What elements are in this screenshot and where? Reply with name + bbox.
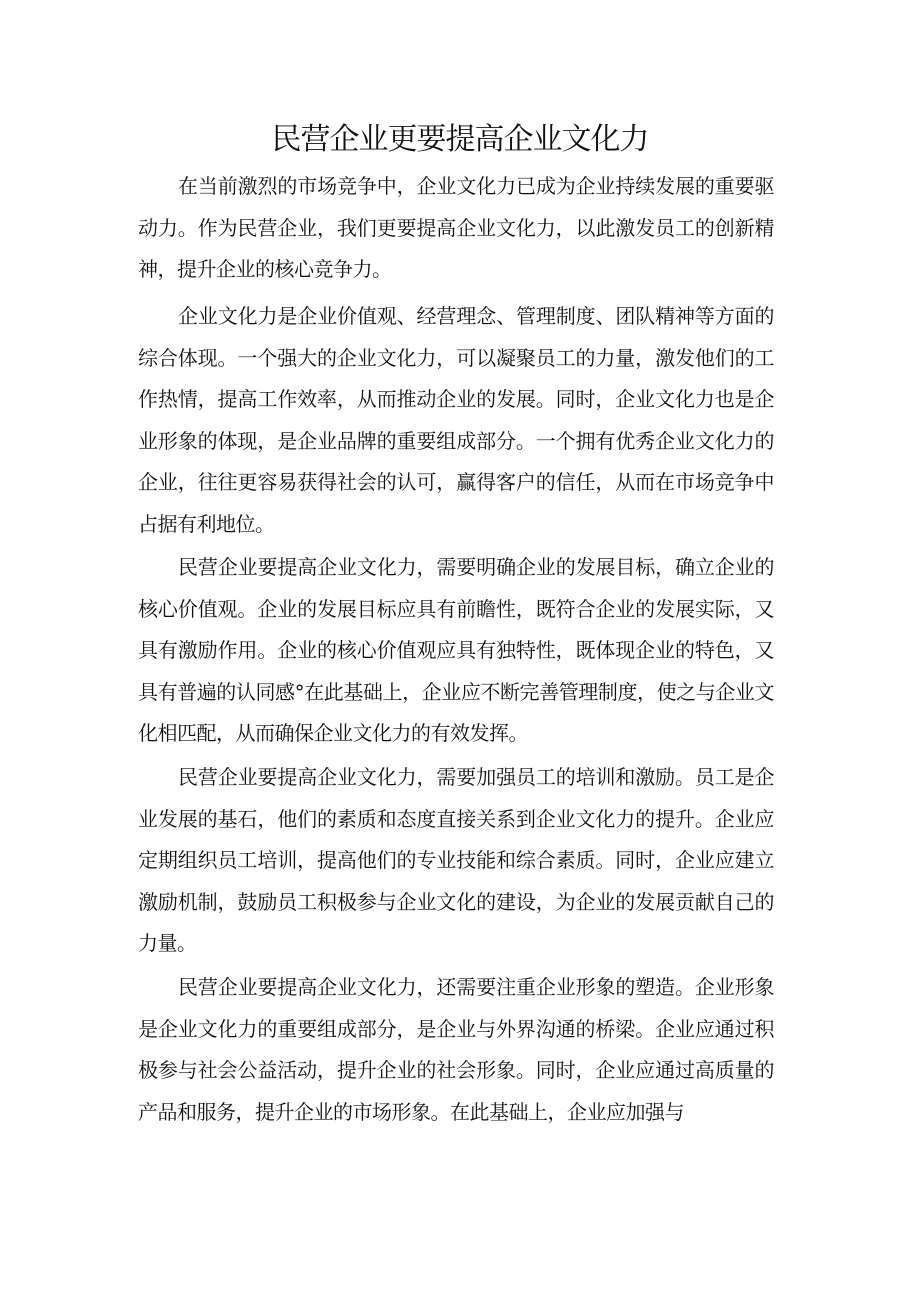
paragraph-3: 民营企业要提高企业文化力，需要明确企业的发展目标，确立企业的核心价值观。企业的发展目标应具有前瞻性，既符合企业的发展实际，又具有激励作用。企业的核心价值观应具有独特性，既体现企业的特色，又具有普遍的认同感°在此基础上，企业应不断完善管理制度，使之与企业文化相匹配，从而确保企业文化力的有效发挥。 [138,555,774,746]
document-title: 民营企业更要提高企业文化力 [271,122,649,157]
paragraph-4: 民营企业要提高企业文化力，需要加强员工的培训和激励。员工是企业发展的基石，他们的素质和态度直接关系到企业文化力的提升。企业应定期组织员工培训，提高他们的专业技能和综合素质。同时，企业应建立激励机制，鼓励员工积极参与企业文化的建设，为企业的发展贡献自己的力量。 [138,765,774,956]
paragraph-2: 企业文化力是企业价值观、经营理念、管理制度、团队精神等方面的综合体现。一个强大的企业文化力，可以凝聚员工的力量，激发他们的工作热情，提高工作效率，从而推动企业的发展。同时，企业文化力也是企业形象的体现，是企业品牌的重要组成部分。一个拥有优秀企业文化力的企业，往往更容易获得社会的认可，赢得客户的信任，从而在市场竞争中占据有利地位。 [138,304,774,536]
paragraph-5: 民营企业要提高企业文化力，还需要注重企业形象的塑造。企业形象是企业文化力的重要组成部分，是企业与外界沟通的桥梁。企业应通过积极参与社会公益活动，提升企业的社会形象。同时，企业应通过高质量的产品和服务，提升企业的市场形象。在此基础上，企业应加强与 [138,975,774,1124]
paragraph-1: 在当前激烈的市场竞争中，企业文化力已成为企业持续发展的重要驱动力。作为民营企业，我们更要提高企业文化力，以此激发员工的创新精神，提升企业的核心竞争力。 [138,174,774,282]
